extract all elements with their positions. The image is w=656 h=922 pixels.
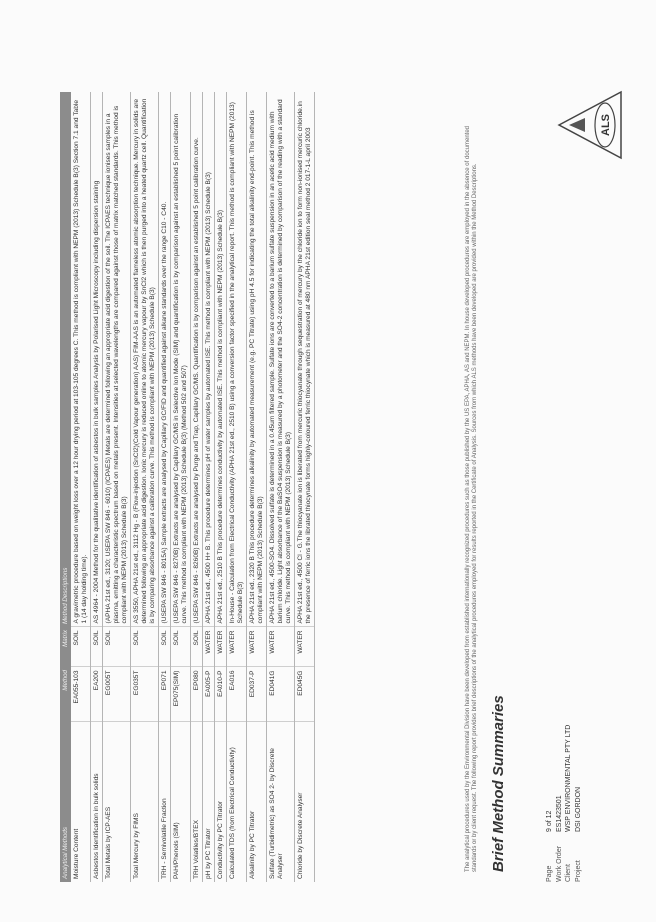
col-header-method-descriptions: Method Descriptions <box>60 92 71 627</box>
rotated-document-page <box>0 22 656 922</box>
row-analytical-method: Alkalinity by PC Titrator <box>247 722 267 882</box>
row-matrix: SOIL <box>131 627 159 667</box>
row-matrix: SOIL <box>191 627 203 667</box>
row-matrix: WATER <box>215 627 227 667</box>
row-analytical-method: pH by PC Titrator <box>203 722 215 882</box>
row-method-code: ED037-P <box>247 667 267 722</box>
row-method-code: EG035T <box>131 667 159 722</box>
row-method-description: APHA 21st ed., 4500 H+ B. This procedure determines pH of water samples by automated ISE. This method is compliant with NEPM (2013) Schedule B(3) <box>203 92 215 627</box>
table-row <box>203 92 215 882</box>
row-method-code: EP071 <box>159 667 171 722</box>
client-value: WSP ENVIRONMENTAL PTY LTD <box>565 724 572 832</box>
table-row <box>171 92 191 882</box>
table-header-row <box>60 92 71 882</box>
row-analytical-method: Chloride by Discrete Analyser <box>295 722 315 882</box>
table-row <box>267 92 295 882</box>
als-logo <box>555 87 625 162</box>
row-matrix: WATER <box>295 627 315 667</box>
row-analytical-method: TRH Volatiles/BTEX <box>191 722 203 882</box>
row-method-code: ED041G <box>267 667 295 722</box>
table-row <box>295 92 315 882</box>
row-method-description: APHA 21st ed., 2510 B This procedure determines conductivity by automated ISE. This method is compliant with NEPM (2013) Schedule B(3) <box>215 92 227 627</box>
method-summary-table <box>60 92 315 882</box>
table-row <box>103 92 131 882</box>
row-method-description: (APHA 21st ed., 3120; USEPA SW 846 - 6010) (ICPAES) Metals are determined following an appropriate acid digestion of the soil. The ICPAES technique ionises samples in a plasma, emitting a characteristic spectrum based on metals present. Intensities at selected wavelengths are compared against those of matrix matched standards. This method is compliant with NEPM (2013) Schedule B(3) <box>103 92 131 627</box>
row-matrix: WATER <box>247 627 267 667</box>
row-analytical-method: Asbestos Identification in bulk solids <box>91 722 103 882</box>
row-method-description: APHA 21st ed., 4500 Cl - G.The thiocyanate ion is liberated from mercuric thiocyanate through sequestration of mercury by the chloride ion to form non-ionised mercuric chloride.in the presence of ferric ions the librated thiocynate forms highly-coloured ferric thiocynate which is measured at 480 nm APHA 21st edition seal method 2 017-1-L april 2003 <box>295 92 315 627</box>
row-method-description: AS 3550, APHA 21st ed., 3112 Hg - B (Flow-injection (SnCl2)(Cold Vapour generation) AAS) FIM-AAS is an automated flameless atomic absorption technique. Mercury in solids are determined following an appropriate acid digestion. Ionic mercury is reduced online to atomic mercury vapour by SnCl2 which is then purged into a heated quartz cell. Quantification is by comparing absorbance against a calibration curve. This method is compliant with NEPM (2013) Schedule B(3) <box>131 92 159 627</box>
client-label: Client <box>565 864 572 882</box>
row-matrix: SOIL <box>71 627 91 667</box>
row-method-description: (USEPA SW 846 - 8270B) Extracts are analysed by Capillary GC/MS in Selective Ion Mode (SIM) and quantification is by comparison against an established 5 point calibration curve. This method is compliant with NEPM (2013) Schedule B(3) (Method 502 and 507) <box>171 92 191 627</box>
row-method-description: A gravimetric procedure based on weight loss over a 12 hour drying period at 103-105 degrees C. This method is compliant with NEPM (2013) Schedule B(3) Section 7.1 and Table 1 (14 day holding time). <box>71 92 91 627</box>
row-method-code: EP080 <box>191 667 203 722</box>
table-row <box>91 92 103 882</box>
row-method-description: In-House - Calculation from Electrical Conductivity (APHA 21st ed., 2510 B) using a conversion factor specified in the analytical report. This method is compliant with NEPM (2013) Schedule B(3) <box>227 92 247 627</box>
row-matrix: WATER <box>227 627 247 667</box>
row-method-code: ED045G <box>295 667 315 722</box>
page-title: Brief Method Summaries <box>490 695 507 872</box>
col-header-analytical-methods: Analytical Methods <box>60 722 71 882</box>
row-analytical-method: Conductivity by PC Titrator <box>215 722 227 882</box>
row-analytical-method: Total Mercury by FIMS <box>131 722 159 882</box>
row-matrix: SOIL <box>91 627 103 667</box>
row-method-code: EA010-P <box>215 667 227 722</box>
logo-text: ALS <box>600 114 612 136</box>
intro-paragraph: The analytical procedures used by the Environmental Division have been developed from established internationally recognized procedures such as those published by the US EPA, APHA, AS and NEPM. In house developed procedures are employed in the absence of documented standards or by client request. The following report provides brief descriptions of the analytical procedures employed for results reported in the Certificate of Analysis. Sources from which ALS methods have been developed are provided within the Method Descriptions. <box>465 125 479 872</box>
row-method-description: AS 4964 - 2004 Method for the qualitative identification of asbestos in bulk samples Analysis by Polarised Light Microscopy including dispersion staining <box>91 92 103 627</box>
row-method-code: EA016 <box>227 667 247 722</box>
table-row <box>159 92 171 882</box>
row-matrix: SOIL <box>171 627 191 667</box>
project-value: DSI GORDON <box>574 786 582 832</box>
report-header <box>545 725 583 882</box>
row-analytical-method: Sulfate (Turbidimetric) as SO4 2- by Discrete Analyser <box>267 722 295 882</box>
row-method-description: (USEPA SW 846 - 8015A) Sample extracts are analysed by Capillary GC/FID and quantified against alkane standards over the range C10 - C40. <box>159 92 171 627</box>
row-method-code: EA005-P <box>203 667 215 722</box>
row-analytical-method: Calculated TDS (from Electrical Conductivity) <box>227 722 247 882</box>
col-header-matrix: Matrix <box>60 627 71 667</box>
work-order-label: Work Order <box>555 845 563 882</box>
row-matrix: WATER <box>203 627 215 667</box>
row-method-code: EA055-103 <box>71 667 91 722</box>
row-matrix: WATER <box>267 627 295 667</box>
table-row <box>191 92 203 882</box>
row-analytical-method: PAH/Phenols (SIM) <box>171 722 191 882</box>
row-method-code: EA200 <box>91 667 103 722</box>
row-method-code: EG005T <box>103 667 131 722</box>
row-analytical-method: Moisture Content <box>71 722 91 882</box>
page-value: 9 of 12 <box>546 810 553 832</box>
row-analytical-method: Total Metals by ICP-AES <box>103 722 131 882</box>
project-label: Project <box>574 860 582 882</box>
table-row <box>71 92 91 882</box>
row-matrix: SOIL <box>159 627 171 667</box>
row-method-description: APHA 21st ed., 4500-SO4. Dissolved sulfate is determined in a 0.45um filtered sample. Sulfate ions are converted to a barium sulfate suspension in an acetic acid medium with barium chloride. Light absorbance of the BaSO4 suspension is measured by a photometer and the SO4-2 concentration is determined by comparison of the reading with a standard curve. This method is compliant with NEPM (2013) Schedule B(3) <box>267 92 295 627</box>
table-row <box>131 92 159 882</box>
row-method-code: EP075(SIM) <box>171 667 191 722</box>
row-matrix: SOIL <box>103 627 131 667</box>
row-method-description: (USEPA SW 846 - 8260B) Extracts are analysed by Purge and Trap, Capillary GC/MS. Quantification is by comparison against an established 5 point calibration curve. <box>191 92 203 627</box>
work-order-value: ES1423501 <box>555 795 563 832</box>
row-method-description: APHA 21st ed., 2320 B This procedure determines alkalinity by automated measurement (e.g. PC Titrate) using pH 4.5 for indicating the total alkalinity end-point. This method is compliant with NEPM (2013) Schedule B(3) <box>247 92 267 627</box>
row-analytical-method: TRH - Semivolatile Fraction <box>159 722 171 882</box>
page-label: Page <box>546 865 553 882</box>
col-header-method: Method <box>60 667 71 722</box>
table-row <box>247 92 267 882</box>
table-row <box>215 92 227 882</box>
table-row <box>227 92 247 882</box>
